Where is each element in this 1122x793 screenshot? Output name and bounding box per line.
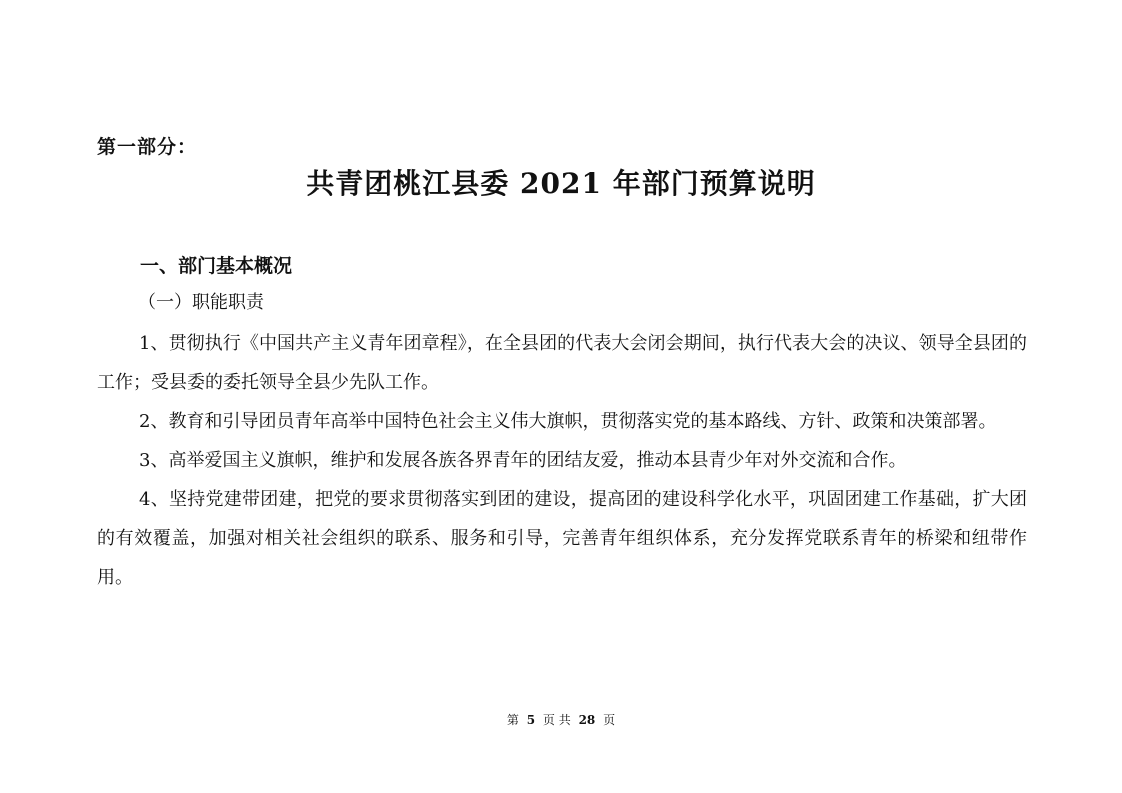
section-heading: 一、部门基本概况 [140,255,293,277]
footer-suffix: 页 [603,713,616,727]
document-title: 共青团桃江县委 2021 年部门预算说明 [306,167,816,200]
paragraph-3: 3、高举爱国主义旗帜，维护和发展各族各界青年的团结友爱，推动本县青少年对外交流和合作。 [139,450,907,471]
paragraph-2: 2、教育和引导团员青年高举中国特色社会主义伟大旗帜，贯彻落实党的基本路线、方针、政策和决策部署。 [139,411,997,432]
body-text [97,324,1027,597]
subsection-heading: （一）职能职责 [138,292,264,313]
footer-prefix: 第 [506,713,519,727]
footer-middle: 页 共 [542,713,571,727]
part-label: 第一部分： [97,136,198,158]
page-footer [0,711,1122,728]
footer-total-pages: 28 [578,713,596,727]
paragraph-1: 1、贯彻执行《中国共产主义青年团章程》，在全县团的代表大会闭会期间，执行代表大会的决议、领导全县团的工作；受县委的委托领导全县少先队工作。 [97,333,1027,393]
footer-current-page: 5 [526,713,536,727]
paragraph-4: 4、坚持党建带团建，把党的要求贯彻落实到团的建设，提高团的建设科学化水平，巩固团建工作基础，扩大团的有效覆盖，加强对相关社会组织的联系、服务和引导，完善青年组织体系，充分发挥党联系青年的桥梁和纽带作用。 [97,489,1027,588]
